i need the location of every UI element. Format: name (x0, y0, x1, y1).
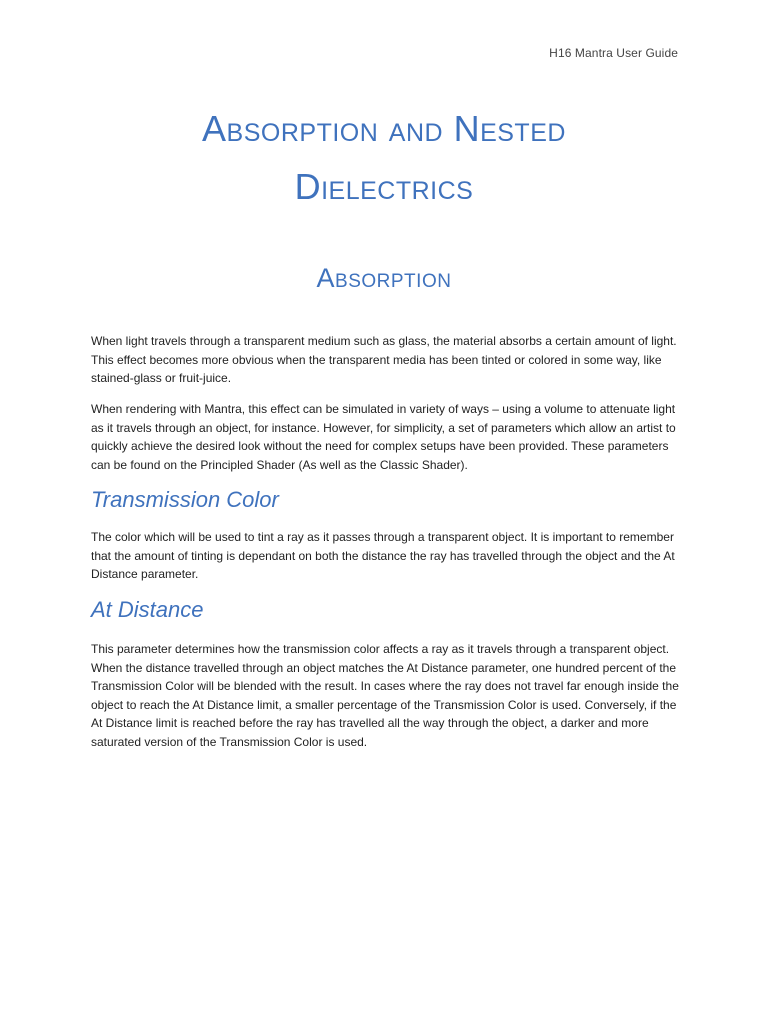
chapter-title-line2: Dielectrics (294, 166, 474, 207)
transmission-color-body: The color which will be used to tint a ray as it passes through a transparent object. It is important to remember that the amount of tinting is dependant on both the distance the ray has travelled through the object and the At Distance parameter. (91, 530, 675, 582)
intro-paragraph-1: When light travels through a transparent medium such as glass, the material absorbs a certain amount of light. This effect becomes more obvious when the transparent media has been tinted or colored in some way, like stained-glass or fruit-juice. (91, 334, 677, 386)
transmission-color-heading: Transmission Color (91, 487, 279, 512)
chapter-title-line1: Absorption and Nested (202, 108, 566, 149)
running-header: H16 Mantra User Guide (549, 46, 678, 60)
chapter-title (0, 100, 768, 216)
section-title: Absorption (316, 263, 452, 293)
at-distance-body: This parameter determines how the transmission color affects a ray as it travels through a transparent object. When the distance travelled through an object matches the At Distance parameter, one hundred percent of the Transmission Color will be blended with the result. In cases where the ray does not travel far enough inside the object to reach the At Distance limit, a smaller percentage of the Transmission Color is used. Conversely, if the At Distance limit is reached before the ray has travelled all the way through the object, a darker and more saturated version of the Transmission Color is used. (91, 642, 679, 749)
intro-paragraph-2: When rendering with Mantra, this effect can be simulated in variety of ways – using a volume to attenuate light as it travels through an object, for instance. However, for simplicity, a set of parameters which allow an artist to quickly achieve the desired look without the need for complex setups have been provided. These parameters can be found on the Principled Shader (As well as the Classic Shader). (91, 402, 676, 472)
at-distance-heading: At Distance (91, 597, 204, 622)
